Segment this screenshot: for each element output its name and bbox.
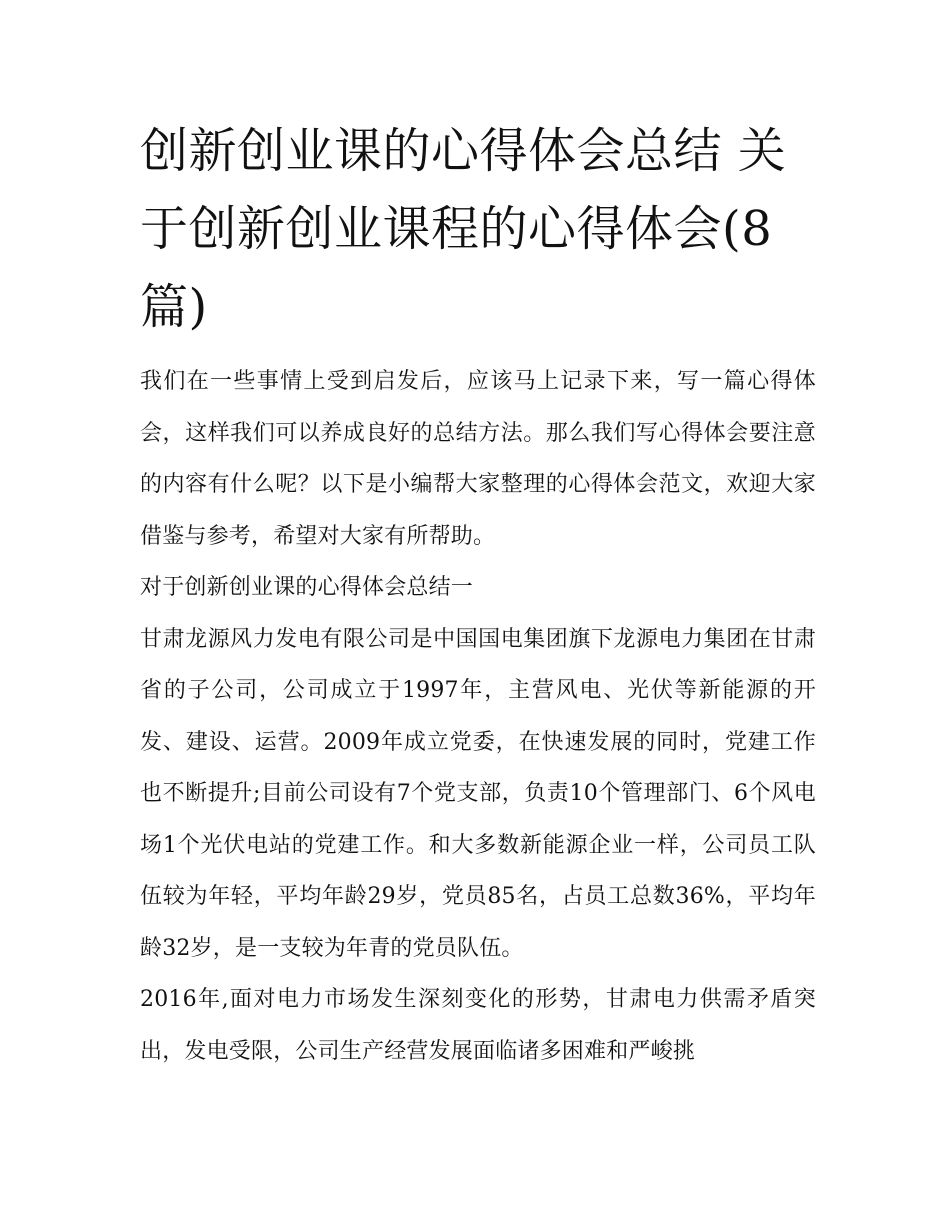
- company-paragraph: 甘肃龙源风力发电有限公司是中国国电集团旗下龙源电力集团在甘肃省的子公司，公司成立于1997年，主营风电、光伏等新能源的开发、建设、运营。2009年成立党委，在快速发展的同时，党建工作也不断提升;目前公司设有7个党支部，负责10个管理部门、6个风电场1个光伏电站的党建工作。和大多数新能源企业一样，公司员工队伍较为年轻，平均年龄29岁，党员85名，占员工总数36%，平均年龄32岁，是一支较为年青的党员队伍。: [140, 626, 816, 961]
- document-page: [140, 112, 816, 1077]
- section-heading: 对于创新创业课的心得体会总结一: [140, 575, 474, 600]
- year-2016-paragraph: 2016年,面对电力市场发生深刻变化的形势，甘肃电力供需矛盾突出，发电受限，公司生产经营发展面临诸多困难和严峻挑: [140, 987, 816, 1064]
- document-title: 创新创业课的心得体会总结 关于创新创业课程的心得体会(8篇): [140, 123, 787, 335]
- intro-paragraph: 我们在一些事情上受到启发后，应该马上记录下来，写一篇心得体会，这样我们可以养成良好的总结方法。那么我们写心得体会要注意的内容有什么呢？以下是小编帮大家整理的心得体会范文，欢迎大家借鉴与参考，希望对大家有所帮助。: [140, 369, 816, 549]
